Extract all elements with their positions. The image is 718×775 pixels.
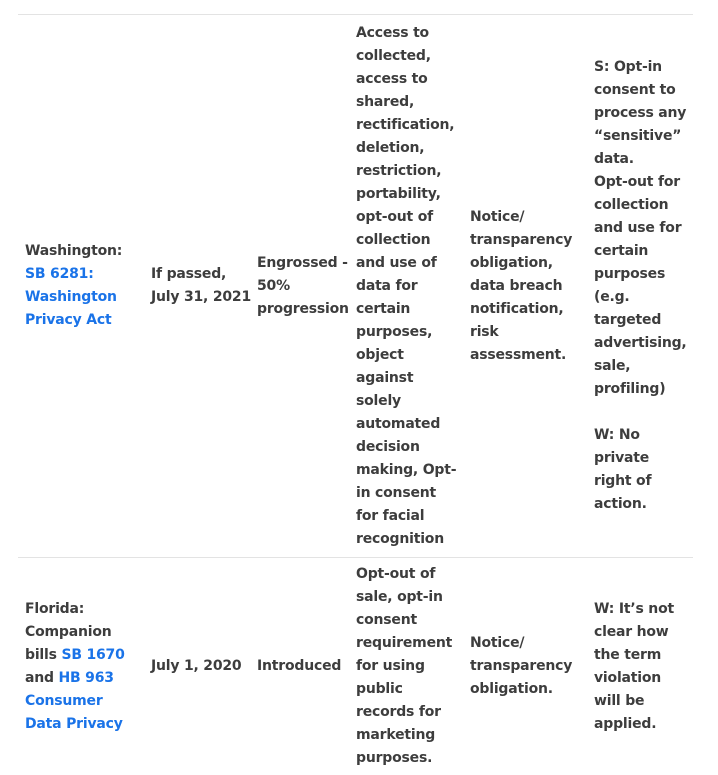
notes-cell [594,15,690,557]
jurisdiction-cell [25,15,143,557]
effective-date-cell [151,15,251,557]
status-text: Introduced [257,658,342,674]
notes-text: W: It’s not clear how the term violation will be applied. [594,600,674,732]
consumer-rights-cell [356,15,462,557]
jurisdiction-cell [25,558,143,775]
table-row-florida [18,558,693,775]
status-text: Engrossed - 50% progression [257,254,349,317]
status-cell [257,558,351,775]
status-cell [257,15,351,557]
notes-cell [594,558,690,775]
effective-date: July 1, 2020 [151,658,242,674]
business-obligations-cell [470,558,584,775]
bill-link-hb963[interactable]: HB 963 Consumer Data Privacy [25,669,123,732]
business-obligations-cell [470,15,584,557]
bill-link-sb1670[interactable]: SB 1670 [61,646,125,663]
consumer-rights-text: Access to collected, access to shared, rectification, deletion, restriction, portability, opt-out of collection and use of data for certain purposes, object against solely automated decision making, Opt-in consent for facial recognition [356,24,457,547]
bill-joiner: and [25,669,59,686]
bill-link-sb6281[interactable]: SB 6281: Washington Privacy Act [25,266,117,328]
notes-text: S: Opt-in consent to process any “sensitive” data. Opt-out for collection and use for certain purposes (e.g. targeted advertising, sale, profiling) W: No private right of action. [594,59,687,512]
jurisdiction-label: Florida: Companion bills [25,600,112,663]
table-row-washington [18,15,693,557]
consumer-rights-text: Opt-out of sale, opt-in consent requirement for using public records for marketing purposes. [356,566,453,766]
effective-date-cell [151,558,251,775]
jurisdiction-label: Washington: [25,243,123,259]
business-obligations-text: Notice/ transparency obligation, data breach notification, risk assessment. [470,208,573,363]
business-obligations-text: Notice/ transparency obligation. [470,635,573,697]
effective-date: If passed, July 31, 2021 [151,266,252,305]
consumer-rights-cell [356,558,462,775]
